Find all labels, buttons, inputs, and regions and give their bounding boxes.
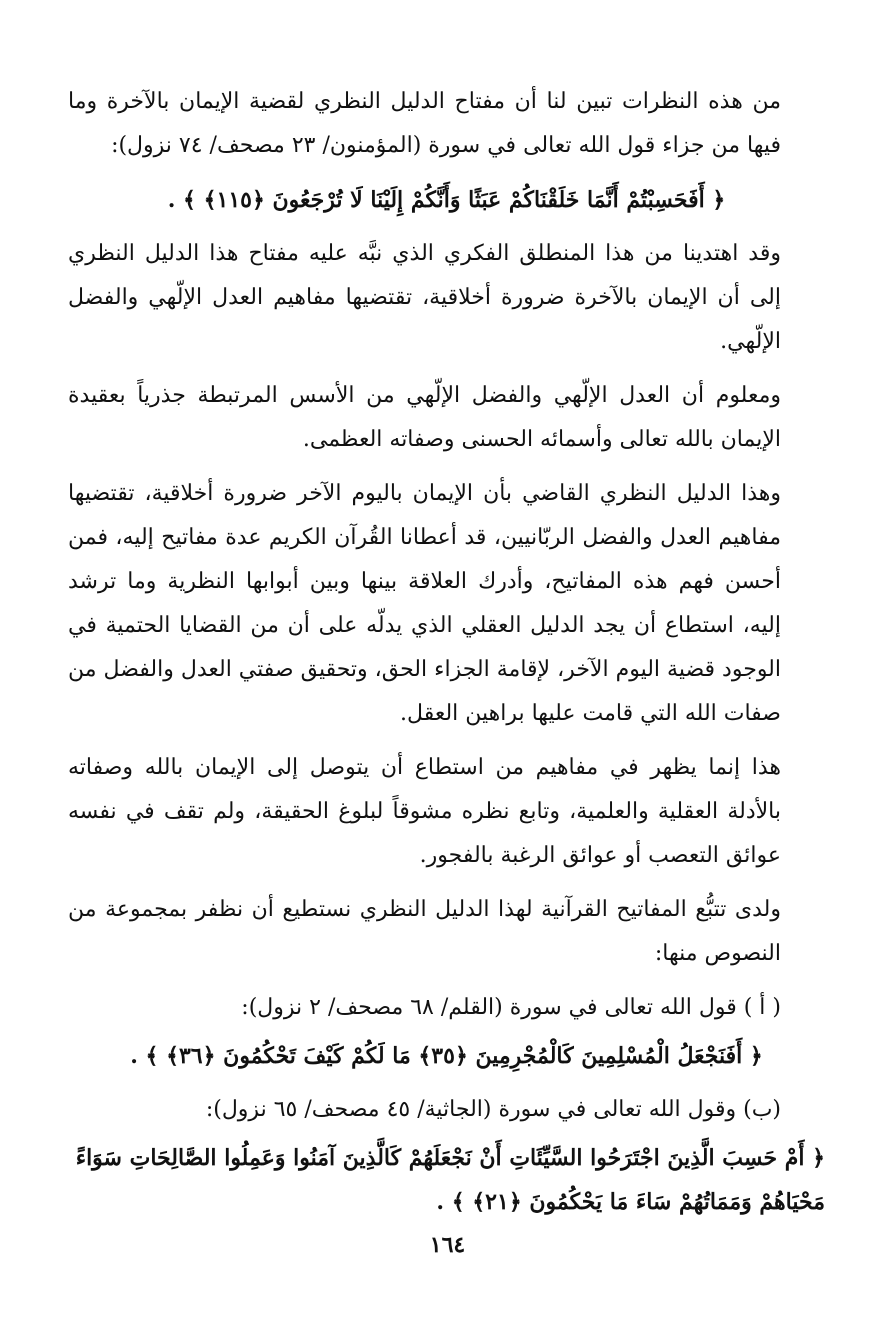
list-item-b: (ب) وقول الله تعالى في سورة (الجاثية/ ٤٥ مصحف/ ٦٥ نزول): [205,1097,781,1122]
list-item-a: ( أ ) قول الله تعالى في سورة (القلم/ ٦٨ مصحف/ ٢ نزول): [241,995,781,1020]
paragraph-divine-justice: ومعلوم أن العدل الإلّهي والفضل الإلّهي من الأسس المرتبطة جذرياً بعقيدة الإيمان بالله تعالى وأسمائه الحسنى وصفاته العظمى. [68,383,781,452]
paragraph-intro: من هذه النظرات تبين لنا أن مفتاح الدليل النظري لقضية الإيمان بالآخرة وما فيها من جزاء قول الله تعالى في سورة (المؤمنون/ ٢٣ مصحف/ ٧٤ نزول): [68,89,781,158]
quran-verse-mu-minun: ﴿ أَفَحَسِبْتُمْ أَنَّمَا خَلَقْنَاكُمْ عَبَثًا وَأَنَّكُمْ إِلَيْنَا لَا تُرْجَعُونَ ﴿١١٥﴾ ﴾ . [167,187,726,213]
page-body [68,80,825,1234]
paragraph-rational-proof: هذا إنما يظهر في مفاهيم من استطاع أن يتوصل إلى الإيمان بالله وصفاته بالأدلة العقلية والعلمية، وتابع نظره مشوقاً لبلوغ الحقيقة، ولم تقف في نفسه عوائق التعصب أو عوائق الرغبة بالفجور. [68,755,781,868]
page-number: ١٦٤ [429,1232,466,1258]
quran-verse-jathiya: ﴿ أَمْ حَسِبَ الَّذِينَ اجْتَرَحُوا السَّيِّئَاتِ أَنْ نَجْعَلَهُمْ كَالَّذِينَ آمَنُوا وَعَمِلُوا الصَّالِحَاتِ سَوَاءً مَحْيَاهُمْ وَمَمَاتُهُمْ سَاءَ مَا يَحْكُمُونَ ﴿٢١﴾ ﴾ . [75,1145,825,1215]
paragraph-texts-intro: ولدى تتبُّع المفاتيح القرآنية لهذا الدليل النظري نستطيع أن نظفر بمجموعة من النصوص منها: [68,897,781,966]
paragraph-quran-keys: وهذا الدليل النظري القاضي بأن الإيمان باليوم الآخر ضرورة أخلاقية، تقتضيها مفاهيم العدل والفضل الربّانيين، قد أعطانا القُرآن الكريم عدة مفاتيح إليه، فمن أحسن فهم هذه المفاتيح، وأدرك العلاقة بينها وبين أبوابها النظرية وما ترشد إليه، استطاع أن يجد الدليل العقلي الذي يدلّه على أن من القضايا الحتمية في الوجود قضية اليوم الآخر، لإقامة الجزاء الحق، وتحقيق صفتي العدل والفضل من صفات الله التي قامت عليها براهين العقل. [68,481,781,726]
paragraph-moral-necessity: وقد اهتدينا من هذا المنطلق الفكري الذي نبَّه عليه مفتاح هذا الدليل النظري إلى أن الإيمان بالآخرة ضرورة أخلاقية، تقتضيها مفاهيم العدل الإلّهي والفضل الإلّهي. [68,241,781,354]
quran-verse-qalam: ﴿ أَفَنَجْعَلُ الْمُسْلِمِينَ كَالْمُجْرِمِينَ ﴿٣٥﴾ مَا لَكُمْ كَيْفَ تَحْكُمُونَ ﴿٣٦﴾ ﴾ . [130,1043,763,1069]
